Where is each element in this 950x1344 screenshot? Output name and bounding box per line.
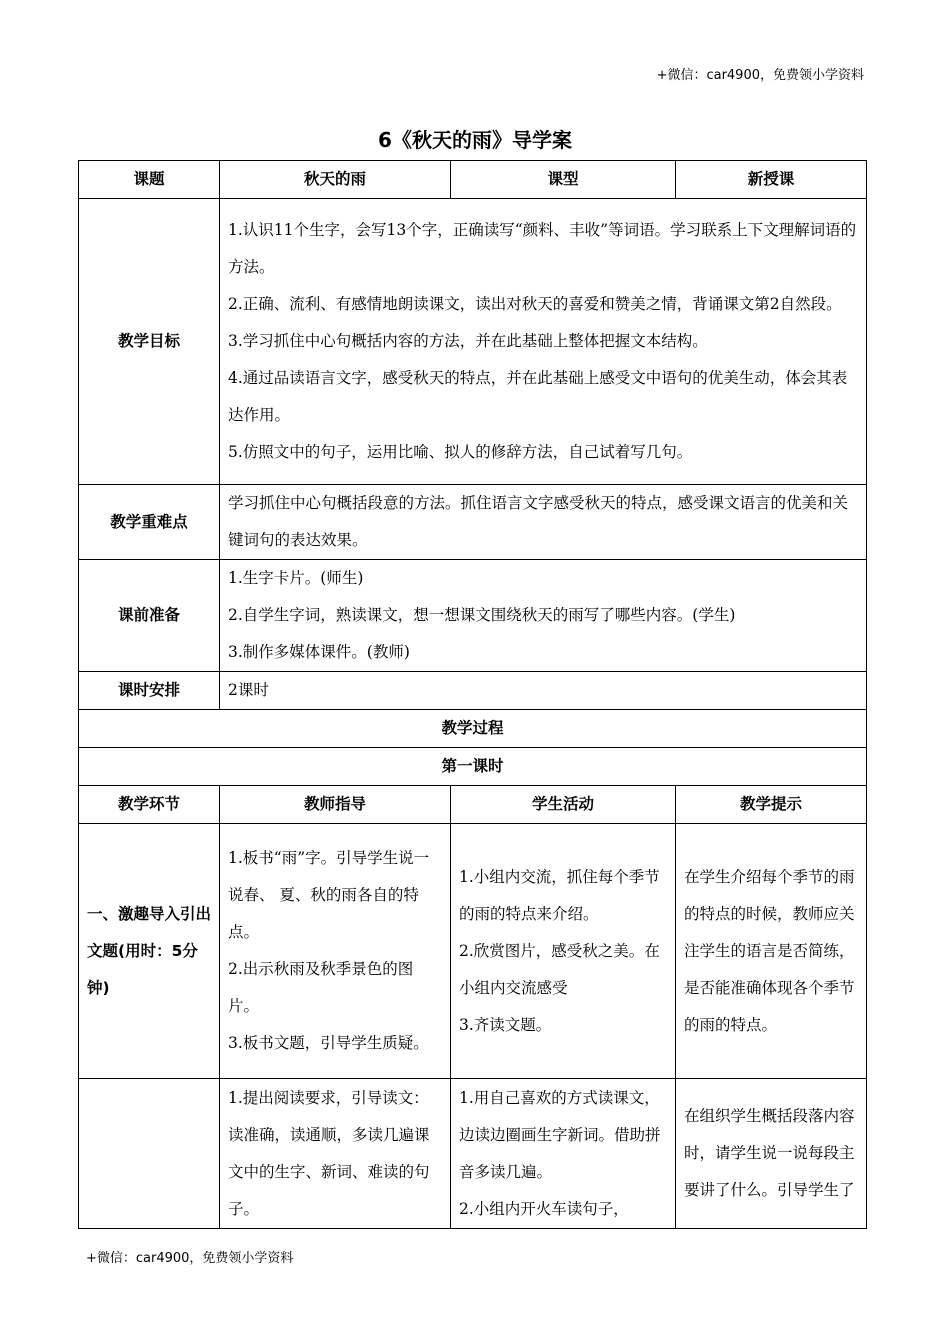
goal-item: 1.认识11个生字，会写13个字，正确读写“颜料、丰收”等词语。学习联系上下文理解词语的方法。	[228, 221, 857, 276]
teacher-cell	[220, 1079, 451, 1229]
student-item: 2.小组内开火车读句子，	[459, 1199, 629, 1218]
type-value: 新授课	[676, 161, 867, 199]
table-row	[79, 1079, 867, 1229]
preparation-label: 课前准备	[79, 560, 220, 672]
student-cell	[451, 1079, 676, 1229]
column-header-stage: 教学环节	[79, 786, 220, 824]
schedule-label: 课时安排	[79, 672, 220, 710]
table-row	[79, 824, 867, 1079]
column-header-teacher: 教师指导	[220, 786, 451, 824]
student-item: 1.小组内交流，抓住每个季节的雨的特点来介绍。	[459, 867, 660, 923]
preparation-content	[220, 560, 867, 672]
course-value: 秋天的雨	[220, 161, 451, 199]
goal-item: 2.正确、流利、有感情地朗读课文，读出对秋天的喜爱和赞美之情，背诵课文第2自然段。	[228, 295, 842, 313]
tip-item: 在组织学生概括段落内容时，请学生说一说每段主要讲了什么。引导学生了	[684, 1107, 855, 1199]
page-title: 6《秋天的雨》导学案	[378, 128, 572, 152]
tip-cell	[676, 1079, 867, 1229]
teacher-item: 1.提出阅读要求，引导读文：读准确，读通顺，多读几遍课文中的生字、新词、难读的句子。	[228, 1088, 430, 1218]
lesson-title: 第一课时	[79, 748, 867, 786]
key-points-row	[79, 485, 867, 560]
lesson-plan-table	[78, 160, 867, 1229]
process-title-row	[79, 710, 867, 748]
tip-cell	[676, 824, 867, 1079]
key-points-text: 学习抓住中心句概括段意的方法。抓住语言文字感受秋天的特点，感受课文语言的优美和关键词句的表达效果。	[220, 485, 867, 560]
student-item: 3.齐读文题。	[459, 1015, 552, 1034]
column-header-tip: 教学提示	[676, 786, 867, 824]
student-item: 1.用自己喜欢的方式读课文，边读边圈画生字新词。借助拼音多读几遍。	[459, 1088, 661, 1181]
schedule-value: 2课时	[220, 672, 867, 710]
goal-item: 5.仿照文中的句子，运用比喻、拟人的修辞方法，自己试着写几句。	[228, 443, 693, 461]
stage-cell	[79, 1079, 220, 1229]
process-title: 教学过程	[79, 710, 867, 748]
lesson-title-row	[79, 748, 867, 786]
student-item: 2.欣赏图片，感受秋之美。在小组内交流感受	[459, 941, 660, 997]
student-cell	[451, 824, 676, 1079]
type-label: 课型	[451, 161, 676, 199]
teacher-item: 2.出示秋雨及秋季景色的图片。	[228, 960, 414, 1015]
preparation-item: 2.自学生字词，熟读课文，想一想课文围绕秋天的雨写了哪些内容。(学生)	[228, 606, 736, 624]
tip-item: 在学生介绍每个季节的雨的特点的时候，教师应关注学生的语言是否简练，是否能准确体现各个季节的雨的特点。	[684, 867, 855, 1034]
teacher-item: 3.板书文题，引导学生质疑。	[228, 1034, 429, 1052]
stage-cell: 一、激趣导入引出文题(用时：5分钟)	[79, 824, 220, 1079]
goals-row	[79, 199, 867, 485]
goals-label: 教学目标	[79, 199, 220, 485]
goal-item: 3.学习抓住中心句概括内容的方法，并在此基础上整体把握文本结构。	[228, 332, 708, 350]
teacher-item: 1.板书“雨”字。引导学生说一说春、 夏、秋的雨各自的特点。	[228, 849, 430, 941]
column-header-row	[79, 786, 867, 824]
column-header-student: 学生活动	[451, 786, 676, 824]
preparation-item: 1.生字卡片。(师生)	[228, 569, 364, 587]
footer-note: +微信：car4900，免费领小学资料	[86, 1251, 294, 1266]
schedule-row	[79, 672, 867, 710]
preparation-item: 3.制作多媒体课件。(教师)	[228, 643, 410, 661]
info-row	[79, 161, 867, 199]
header-note: +微信：car4900，免费领小学资料	[656, 68, 864, 83]
key-points-label: 教学重难点	[79, 485, 220, 560]
preparation-row	[79, 560, 867, 672]
course-label: 课题	[79, 161, 220, 199]
teacher-cell	[220, 824, 451, 1079]
goal-item: 4.通过品读语言文字，感受秋天的特点，并在此基础上感受文中语句的优美生动，体会其表达作用。	[228, 369, 848, 424]
goals-content	[220, 199, 867, 485]
